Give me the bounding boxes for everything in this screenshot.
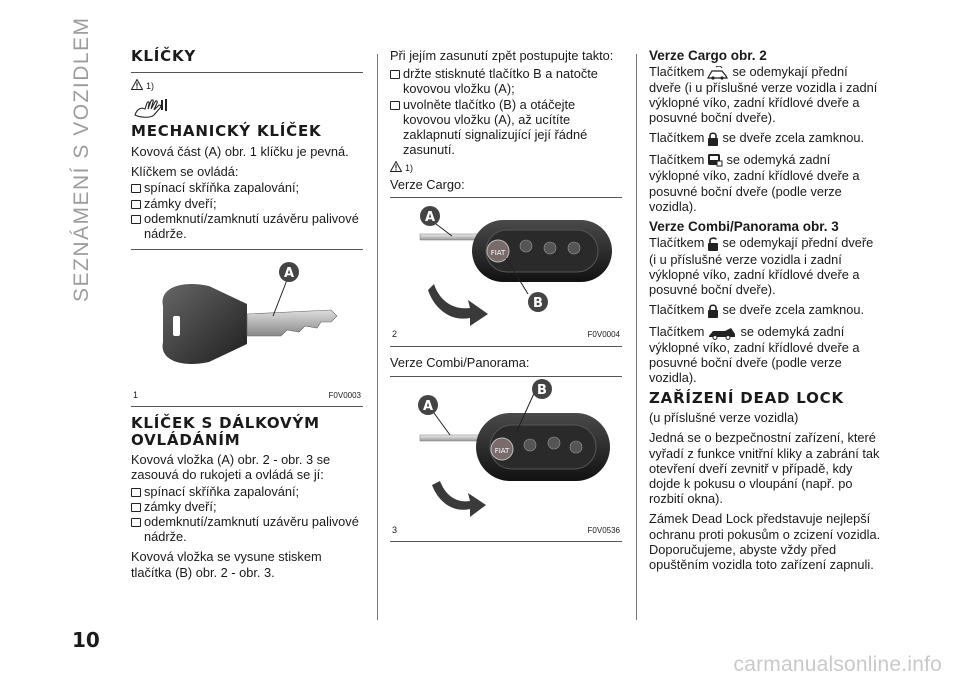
paragraph: Kovová část (A) obr. 1 klíčku je pevná. [131, 144, 349, 159]
paragraph: Zámek Dead Lock představuje nejlepší ochranu proti pokusům o zcizení vozidla. Doporučujeme, abyste vždy před opuštěním vozidla toto zařízení zapnuli. [649, 511, 881, 573]
cargo-label: Verze Cargo: [390, 177, 465, 193]
list-item: spínací skříňka zapalování; [131, 180, 363, 195]
text: Tlačítkem [649, 235, 705, 251]
text: Tlačítkem [649, 64, 705, 79]
warning-triangle-icon [390, 161, 402, 172]
text: Tlačítkem [649, 302, 705, 318]
remote-key-cargo-illustration [390, 198, 622, 332]
warning-ref [131, 79, 154, 95]
list-item: zámky dveří; [131, 196, 363, 211]
paragraph: Při jejím zasunutí zpět postupujte takto: [390, 48, 614, 63]
text: se odemykají přední dveře (i u příslušné verze vozidla i zadní výklopné víko, zadní křídlové dveře a posuvné boční dveře). [649, 64, 878, 126]
callout-label: A [422, 398, 434, 414]
column-divider [377, 54, 378, 620]
paragraph: Jedná se o bezpečnostní zařízení, které vyřadí z funkce vnitřní kliky a zabrání tak otevření dveří zevnitř v případě, kdy dojde k pokusu o vloupání (např. po rozbití okna). [649, 430, 880, 507]
unlock-front-doors-icon [707, 66, 729, 80]
figure-code: F0V0004 [587, 330, 620, 340]
deadlock-heading: ZAŘÍZENÍ DEAD LOCK [649, 389, 844, 408]
text: se odemyká zadní výklopné víko, zadní křídlové dveře a posuvné boční dveře (podle verze vozidla). [649, 323, 860, 385]
list-item: spínací skříňka zapalování; [131, 484, 363, 499]
warning-ref-number: 1) [146, 81, 155, 91]
hand-touch-icon [131, 97, 171, 119]
section-side-title: SEZNÁMENÍ S VOZIDLEM [70, 16, 93, 302]
heading-rule [131, 72, 363, 73]
list-item: držte stisknuté tlačítko B a natočte kovovou vložku (A); [390, 66, 622, 96]
column-1 [131, 48, 363, 585]
figure-3 [390, 376, 622, 542]
text: se dveře zcela zamknou. [722, 302, 865, 318]
remote-key-heading: KLÍČEK S DÁLKOVÝM OVLÁDÁNÍM [131, 414, 320, 450]
warning-ref [390, 161, 413, 177]
lock-icon [707, 303, 719, 319]
remote-key-combi-illustration [390, 377, 622, 525]
watermark: carmanualsonline.info [733, 653, 942, 676]
text: Tlačítkem [649, 151, 705, 167]
list-item: uvolněte tlačítko (B) a otáčejte kovovou vložku (A), až ucítíte zaklapnutí signalizující její řádné zasunutí. [390, 97, 622, 158]
paragraph: Kovová vložka (A) obr. 2 - obr. 3 se zasouvá do rukojeti a ovládá se jí: [131, 452, 331, 483]
cargo-heading: Verze Cargo obr. 2 [649, 48, 767, 63]
callout-label: A [283, 266, 295, 282]
lock-icon [707, 131, 719, 147]
column-divider [636, 54, 637, 620]
rear-door-unlock-icon [707, 152, 723, 168]
text: se odemyká zadní výklopné víko, zadní křídlové dveře a posuvné boční dveře (podle verze vozidla). [649, 151, 860, 214]
text: Tlačítkem [649, 323, 705, 339]
figure-code: F0V0536 [587, 525, 620, 535]
unlock-icon [707, 236, 719, 252]
figure-code: F0V0003 [328, 391, 361, 401]
text: se dveře zcela zamknou. [722, 130, 865, 146]
warning-triangle-icon [131, 79, 143, 90]
figure-number: 2 [392, 329, 398, 340]
figure-number: 1 [133, 390, 139, 401]
paragraph: Klíčkem se ovládá: [131, 164, 239, 180]
warning-ref-number: 1) [405, 163, 414, 174]
list-item: odemknutí/zamknutí uzávěru palivové nádrže. [131, 211, 363, 241]
list-item: odemknutí/zamknutí uzávěru palivové nádrže. [131, 514, 363, 544]
column-2 [390, 48, 622, 550]
figure-2 [390, 197, 622, 347]
list-item: zámky dveří; [131, 499, 363, 514]
text: Tlačítkem [649, 130, 705, 146]
car-rear-open-icon [707, 326, 737, 340]
combi-heading: Verze Combi/Panorama obr. 3 [649, 219, 839, 235]
paragraph: Kovová vložka se vysune stiskem tlačítka (B) obr. 2 - obr. 3. [131, 549, 322, 580]
figure-number: 3 [392, 524, 398, 535]
callout-label: A [424, 209, 436, 225]
mechanical-key-heading: MECHANICKÝ KLÍČEK [131, 122, 322, 140]
section-heading-keys: KLÍČKY [131, 47, 197, 65]
mechanical-key-illustration [131, 250, 363, 390]
hand-symbol [131, 97, 363, 119]
page-number: 10 [72, 628, 100, 652]
svg-text:FIAT: FIAT [494, 446, 510, 455]
callout-label: B [533, 295, 543, 311]
text: se odemykají přední dveře (i u příslušné verze vozidla i zadní výklopné víko, zadní křídlové dveře a posuvné boční dveře). [649, 235, 874, 298]
svg-text:FIAT: FIAT [490, 248, 506, 257]
paragraph: (u příslušné verze vozidla) [649, 410, 799, 426]
callout-label: B [537, 382, 547, 398]
combi-label: Verze Combi/Panorama: [390, 354, 530, 370]
figure-1 [131, 249, 363, 407]
column-3 [649, 48, 881, 577]
